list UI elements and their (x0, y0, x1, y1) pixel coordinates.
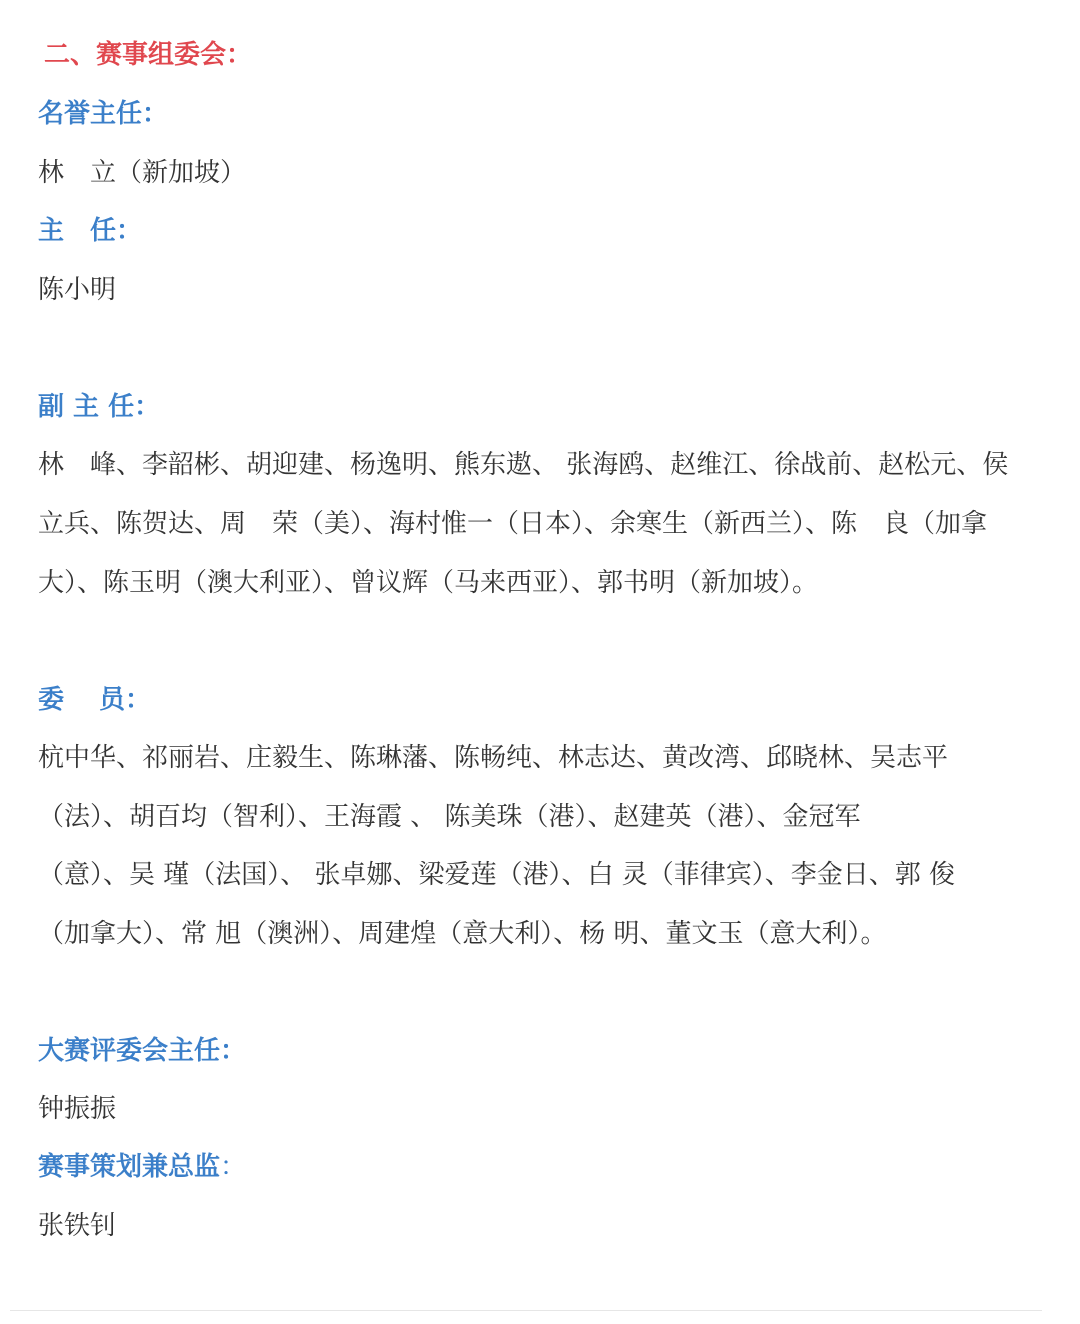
planning-director-heading-colon: ： (220, 1152, 247, 1182)
vice-chairs-line-1: 林 峰、李韶彬、胡迎建、杨逸明、熊东遨、 张海鸥、赵维江、徐战前、赵松元、侯 (38, 450, 1009, 480)
members-line-4: （加拿大）、常 旭（澳洲）、周建煌（意大利）、杨 明、董文玉（意大利）。 (38, 919, 887, 949)
vice-chairs-heading: 副 主 任： (38, 392, 161, 422)
honorary-chair-heading: 名誉主任： (38, 99, 169, 129)
chair-heading: 主 任： (38, 216, 143, 246)
honorary-chair-names: 林 立（新加坡） (38, 158, 247, 188)
vice-chairs-line-2: 立兵、陈贺达、周 荣（美）、海村惟一（日本）、余寒生（新西兰）、陈 良（加拿 (38, 509, 988, 539)
jury-chair-names: 钟振振 (38, 1094, 117, 1124)
members-line-1: 杭中华、祁丽岩、庄毅生、陈琳藩、陈畅纯、林志达、黄改湾、邱晓林、吴志平 (38, 743, 949, 773)
section-title: 二、赛事组委会： (44, 40, 253, 70)
planning-director-names: 张铁钊 (38, 1211, 117, 1241)
members-heading: 委 员： (38, 685, 152, 715)
members-line-3: （意）、吴 瑾（法国）、 张卓娜、梁爱莲（港）、白 灵（菲律宾）、李金日、郭 俊 (38, 860, 956, 890)
jury-chair-heading: 大赛评委会主任： (38, 1036, 247, 1066)
planning-director-heading-text: 赛事策划兼总监 (38, 1152, 221, 1182)
bottom-divider (10, 1310, 1042, 1311)
vice-chairs-line-3: 大）、陈玉明（澳大利亚）、曾议辉（马来西亚）、郭书明（新加坡）。 (38, 568, 819, 598)
planning-director-heading (38, 1150, 1020, 1184)
chair-names: 陈小明 (38, 275, 117, 305)
members-line-2: （法）、胡百均（智利）、王海霞 、 陈美珠（港）、赵建英（港）、金冠军 (38, 802, 861, 832)
